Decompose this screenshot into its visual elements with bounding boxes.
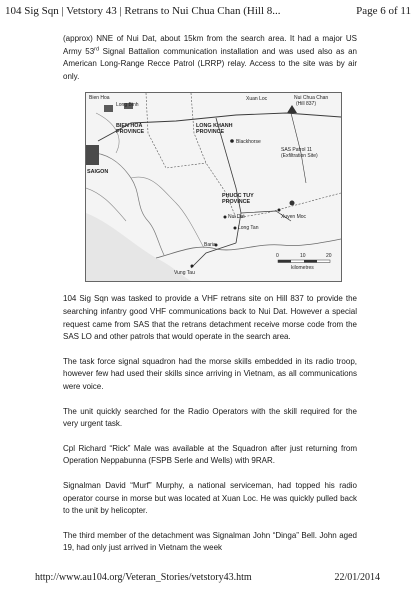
- map-label-baria: Baria: [204, 242, 216, 249]
- map-label-sas-patrol: SAS Patrol 11 (Exfiltration Site): [281, 147, 318, 160]
- footer-url: http://www.au104.org/Veteran_Stories/vetstory43.htm: [35, 572, 252, 583]
- paragraph-search-operators: The unit quickly searched for the Radio Operators with the skill required for the very urgent task.: [63, 406, 357, 429]
- intro-superscript: rd: [94, 45, 100, 52]
- map-label-vung-tau: Vung Tau: [174, 270, 195, 277]
- page-title: 104 Sig Sqn | Vetstory 43 | Retrans to Nui Chua Chan (Hill 8...: [5, 5, 281, 17]
- paragraph-rick-male: Cpl Richard “Rick” Male was available at the Squadron after just returning from Operation Neppabunna (FSPB Serle and Wells) with 9RAR.: [63, 443, 357, 466]
- map-scale-units: kilometres: [291, 265, 314, 272]
- map-label-blackhorse: Blackhorse: [236, 139, 261, 146]
- paragraph-dinga-bell: The third member of the detachment was Signalman John “Dinga” Bell. John aged 19, had only just arrived in Vietnam the week: [63, 530, 357, 553]
- map-label-hill-837: (Hill 837): [296, 101, 317, 108]
- map-label-bien-hoa: Bien Hoa: [89, 95, 110, 102]
- map-scale-10: 10: [300, 253, 306, 260]
- paragraph-morse-skills: The task force signal squadron had the morse skills embedded in its radio troop, however few had used their skills since arriving in Vietnam, as all communications were voice.: [63, 356, 357, 391]
- page-number: Page 6 of 11: [356, 5, 411, 17]
- map-label-xuan-loc: Xuan Loc: [246, 96, 268, 103]
- map-label-nui-dat: Nui Dat: [228, 214, 245, 221]
- map-label-bien-hoa-province: BIEN HOA PROVINCE: [116, 123, 145, 136]
- map-label-nui-chua-chan: Nui Chua Chan: [294, 95, 329, 102]
- intro-text-2: Signal Battalion communication installation and was used also as an American Long-Range Recce Patrol (LRRP) relay. Access to the site was by air only.: [63, 46, 357, 81]
- map-label-phuoc-tuy-province: PHUOC TUY PROVINCE: [222, 193, 254, 206]
- footer-date: 22/01/2014: [334, 572, 380, 583]
- paragraph-tasking: 104 Sig Sqn was tasked to provide a VHF retrans site on Hill 837 to provide the searching infantry good VHF communications back to Nui Dat. However a special request came from SAS that the retrans detachment receive morse code from the SAS LO and other patrols that would operate in the search area.: [63, 294, 357, 342]
- map-scale-20: 20: [326, 253, 332, 260]
- article-body: [63, 33, 357, 567]
- map-label-long-khanh-province: LONG KHANH PROVINCE: [196, 123, 233, 136]
- intro-paragraph: [63, 33, 357, 83]
- map-label-long-binh: Long Binh: [116, 102, 139, 109]
- page-header: [0, 3, 417, 19]
- paragraph-murf-murphy: Signalman David “Murf” Murphy, a national serviceman, had topped his radio operator course in morse but was located at Xuan Loc. He was quickly pulled back to the unit by helicopter.: [63, 480, 357, 516]
- map-label-saigon: SAIGON: [87, 169, 109, 176]
- map-label-long-tan: Long Tan: [238, 225, 259, 232]
- area-map: [85, 92, 342, 282]
- map-scale-0: 0: [276, 253, 279, 260]
- map-label-xuyen-moc: Xuyen Moc: [281, 214, 307, 221]
- page-footer: [0, 571, 417, 585]
- intro-text-1: (approx) NNE of Nui Dat, about 15km from the search area. It had a major US Army 53: [63, 34, 357, 56]
